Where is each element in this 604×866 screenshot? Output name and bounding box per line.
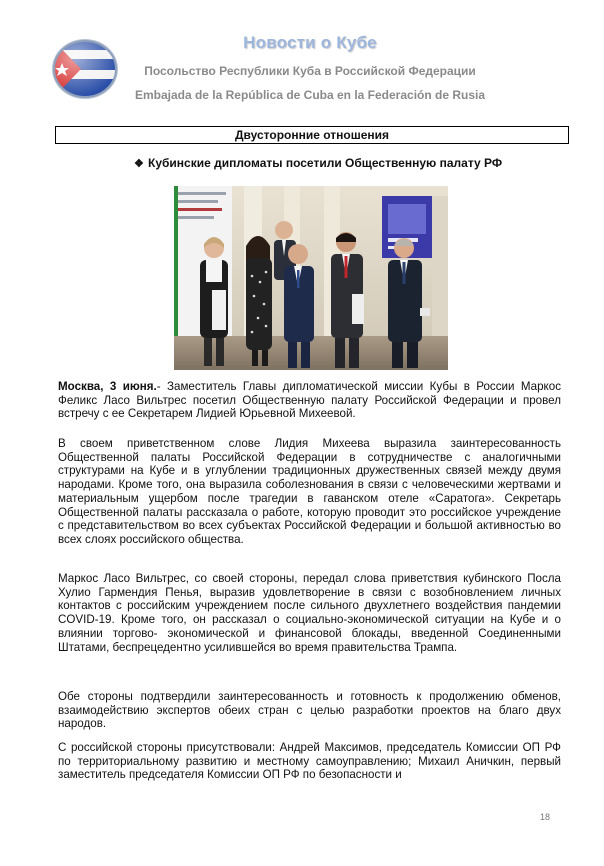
page-number: 18: [540, 812, 551, 822]
diamond-bullet-icon: ❖: [134, 158, 144, 170]
cuba-flag-emblem-icon: [51, 38, 119, 100]
header-title: Новости о Кубе: [243, 33, 377, 52]
article-paragraph-4: [58, 690, 561, 731]
header-subtitle-es: Embajada de la República de Cuba en la Federación de Rusia: [134, 88, 486, 102]
group-photo-image: [174, 186, 448, 370]
article-dateline: Москва, 3 июня.: [58, 380, 157, 393]
article-paragraph-2-text: В своем приветственном слове Лидия Михеева выразила заинтересованность Общественной палаты Российской Федерации в сотрудничестве с аналогичными структурами на Кубе и в углублении традиционных дружественных связей между двумя народами. Кроме того, она выразила соболезнования в связи с человеческими жертвами и материальным ущербом после трагедии в гаванском отеле «Саратога». Секретарь Общественной палаты рассказала о работе, которую проводит это российское учреждение с представительством во всех субъектах Российской Федерации и большой активностью во всех слоях российского общества.: [58, 437, 561, 546]
header-subtitle-ru: Посольство Республики Куба в Российской Федерации: [144, 64, 476, 78]
article-headline: [134, 156, 554, 170]
article-paragraph-1-text: - Заместитель Главы дипломатической миссии Кубы в России Маркос Феликс Ласо Вильтрес посетил Общественную палату Российской Федерации и провел встречу с ее Секретарем Лидией Юрьевной Михеевой.: [58, 380, 562, 421]
article-paragraph-5: [58, 741, 561, 782]
article-paragraph-5-text: С российской стороны присутствовали: Андрей Максимов, председатель Комиссии ОП РФ по территориальному развитию и местному самоуправлению; Михаил Аничкин, первый заместитель председателя Комиссии ОП РФ по безопасности и: [58, 741, 561, 782]
article-headline-text: Кубинские дипломаты посетили Общественную палату РФ: [148, 156, 503, 170]
article-paragraph-4-text: Обе стороны подтвердили заинтересованность и готовность к продолжению обменов, взаимодействию экспертов обеих стран с целью разработки проектов на благо двух народов.: [58, 690, 561, 731]
article-paragraph-3-text: Маркос Ласо Вильтрес, со своей стороны, передал слова приветствия кубинского Посла Хулио Гармендия Пенья, выразив удовлетворение в связи с возобновлением личных контактов с российским учреждением после сильного двухлетнего воздействия пандемии COVID-19. Кроме того, он рассказал о социально-экономической ситуации на Кубе и о влиянии торгово- экономической и финансовой блокады, введенной Соединенными Штатами, беспрецедентно усилившейся во время правительства Трампа.: [58, 572, 561, 654]
article-paragraph-3: [58, 572, 561, 654]
article-paragraph-2: [58, 437, 561, 547]
section-heading: Двусторонние отношения: [55, 126, 569, 144]
article-paragraph-1: [58, 380, 561, 421]
